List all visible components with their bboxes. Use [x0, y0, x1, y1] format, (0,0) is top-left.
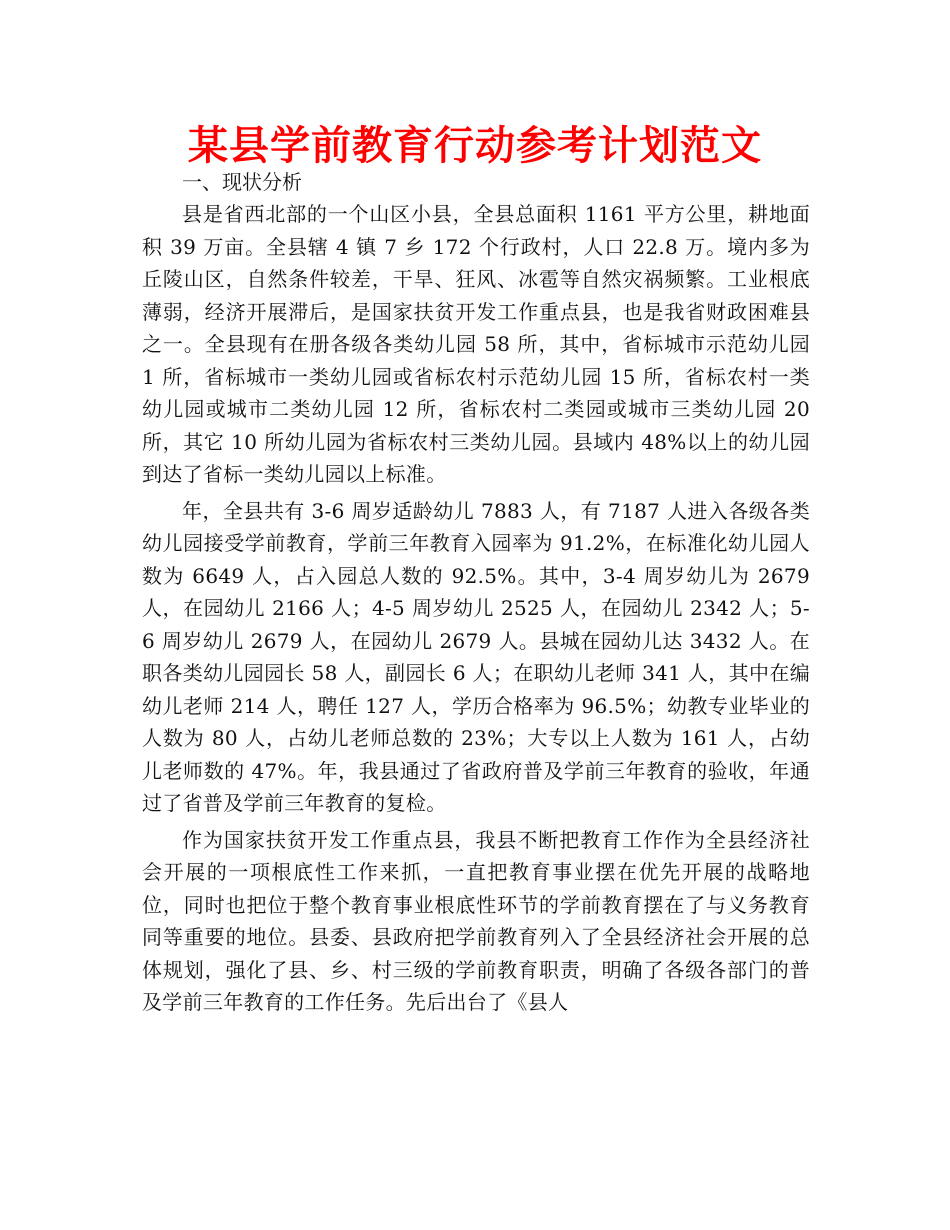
section-heading: 一、现状分析 — [182, 170, 302, 194]
paragraph: 年，全县共有 3-6 周岁适龄幼儿 7883 人，有 7187 人进入各级各类幼儿园接受学前教育，学前三年教育入园率为 91.2%，在标准化幼儿园人数为 6649 人，占入园总人数的 92.5%。其中，3-4 周岁幼儿为 2679 人，在园幼儿 2166 人；4-5 周岁幼儿 2525 人，在园幼儿 2342 人；5-6 周岁幼儿 2679 人，在园幼儿 2679 人。县城在园幼儿达 3432 人。在职各类幼儿园园长 58 人，副园长 6 人；在职幼儿老师 341 人，其中在编幼儿老师 214 人，聘任 127 人，学历合格率为 96.5%；幼教专业毕业的人数为 80 人，占幼儿老师总数的 23%；大专以上人数为 161 人，占幼儿老师数的 47%。年，我县通过了省政府普及学前三年教育的验收，年通过了省普及学前三年教育的复检。 — [142, 498, 810, 815]
document-body — [142, 166, 810, 1023]
paragraph: 作为国家扶贫开发工作重点县，我县不断把教育工作作为全县经济社会开展的一项根底性工作来抓，一直把教育事业摆在优先开展的战略地位，同时也把位于整个教育事业根底性环节的学前教育摆在了与义务教育同等重要的地位。县委、县政府把学前教育列入了全县经济社会开展的总体规划，强化了县、乡、村三级的学前教育职责，明确了各级各部门的普及学前三年教育的工作任务。先后出台了《县人 — [142, 827, 810, 1014]
paragraph: 县是省西北部的一个山区小县，全县总面积 1161 平方公里，耕地面积 39 万亩。全县辖 4 镇 7 乡 172 个行政村，人口 22.8 万。境内多为丘陵山区，自然条件较差，干旱、狂风、冰雹等自然灾祸频繁。工业根底薄弱，经济开展滞后，是国家扶贫开发工作重点县，也是我省财政困难县之一。全县现有在册各级各类幼儿园 58 所，其中，省标城市示范幼儿园 1 所，省标城市一类幼儿园或省标农村示范幼儿园 15 所，省标农村一类幼儿园或城市二类幼儿园 12 所，省标农村二类园或城市三类幼儿园 20 所，其它 10 所幼儿园为省标农村三类幼儿园。县域内 48%以上的幼儿园到达了省标一类幼儿园以上标准。 — [142, 202, 810, 486]
document-title: 某县学前教育行动参考计划范文 — [188, 123, 762, 169]
